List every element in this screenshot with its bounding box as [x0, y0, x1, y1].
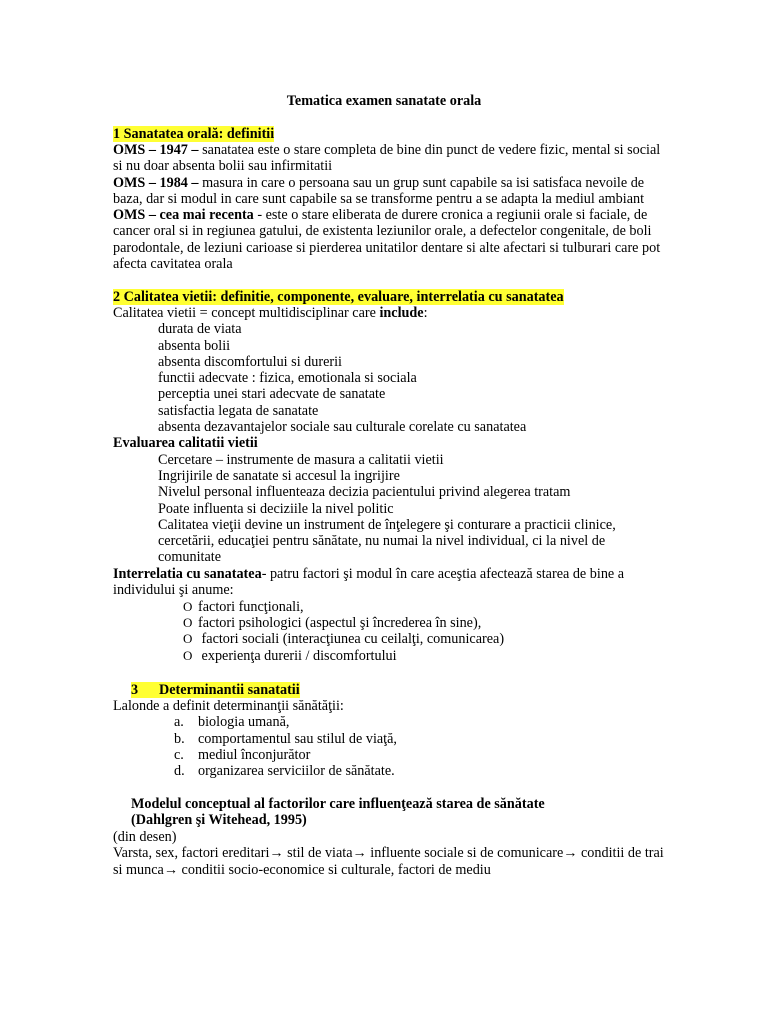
factor-item	[183, 648, 397, 664]
component-item: perceptia unei stari adecvate de sanatate	[158, 386, 386, 402]
component-item: absenta dezavantajelor sociale sau culturale corelate cu sanatatea	[158, 419, 527, 435]
qol-definition	[113, 305, 428, 321]
determinant-item	[174, 763, 395, 779]
qol-definition-bold: include	[379, 305, 424, 321]
evaluation-item: Ingrijirile de sanatate si accesul la ingrijire	[158, 468, 400, 484]
oms-1984-text-1: masura in care o persoana sau un grup sunt capabile sa isi satisfaca nevoile de	[198, 175, 645, 191]
oms-recent-label: OMS – cea mai recenta	[113, 207, 254, 223]
circle-bullet-icon: O	[183, 631, 193, 646]
factor-item	[183, 631, 504, 647]
interrelation-text-1: - patru factori şi modul în care aceştia afectează starea de bine a	[261, 566, 625, 582]
determinant-label: d.	[174, 763, 185, 779]
component-item: durata de viata	[158, 321, 242, 337]
evaluation-item: Calitatea vieţii devine un instrument de înţelegere şi conturare a practicii clinice,	[158, 517, 616, 533]
model-note: (din desen)	[113, 829, 177, 845]
circle-bullet-icon: O	[183, 615, 193, 630]
section-1-heading-text: 1 Sanatatea orală: definitii	[113, 126, 275, 142]
model-text-line-1: Varsta, sex, factori ereditari→ stil de viata→ influente sociale si de comunicare→ conditii de trai	[113, 845, 664, 861]
oms-1947-line-2: si nu doar absenta bolii sau infirmitatii	[113, 158, 333, 174]
evaluation-item: Cercetare – instrumente de masura a calitatii vietii	[158, 452, 444, 468]
section-2-heading-text: 2 Calitatea vietii: definitie, componente, evaluare, interrelatia cu sanatatea	[113, 289, 564, 305]
oms-1947-line-1	[113, 142, 660, 158]
interrelation-line-1	[113, 566, 624, 582]
interrelation-label: Interrelatia cu sanatatea	[113, 566, 262, 582]
model-title-line-1: Modelul conceptual al factorilor care influenţează starea de sănătate	[131, 796, 545, 812]
section-3-heading-text	[131, 682, 300, 698]
oms-recent-line-4: afecta cavitatea orala	[113, 256, 233, 272]
interrelation-line-2: individului şi anume:	[113, 582, 234, 598]
section-3-heading	[131, 682, 300, 698]
factor-text: experienţa durerii / discomfortului	[198, 648, 397, 664]
factor-text: factori sociali (interacţiunea cu ceilalţi, comunicarea)	[198, 631, 505, 647]
determinant-label: a.	[174, 714, 184, 730]
oms-recent-line-1	[113, 207, 647, 223]
determinant-text: biologia umană,	[198, 714, 290, 730]
oms-1984-line-2: baza, dar si modul in care sunt capabile sa se transforme pentru a se adapta la mediul ambiant	[113, 191, 645, 207]
determinant-item	[174, 747, 310, 763]
model-text-line-2: si munca→ conditii socio-economice si culturale, factori de mediu	[113, 862, 491, 878]
evaluation-item: Nivelul personal influenteaza decizia pacientului privind alegerea tratam	[158, 484, 571, 500]
lalonde-intro: Lalonde a definit determinanţii sănătăţii:	[113, 698, 344, 714]
model-title-line-2: (Dahlgren şi Witehead, 1995)	[131, 812, 307, 828]
determinant-text: comportamentul sau stilul de viaţă,	[198, 731, 397, 747]
component-item: absenta discomfortului si durerii	[158, 354, 343, 370]
oms-1984-label: OMS – 1984 –	[113, 175, 199, 191]
circle-bullet-icon: O	[183, 648, 193, 663]
determinant-label: c.	[174, 747, 184, 763]
component-item: functii adecvate : fizica, emotionala si sociala	[158, 370, 417, 386]
section-3-title: Determinantii sanatatii	[159, 682, 300, 698]
determinant-text: organizarea serviciilor de sănătate.	[198, 763, 395, 779]
evaluation-item: comunitate	[158, 549, 222, 565]
section-3-number: 3	[131, 682, 139, 698]
oms-1947-text-1: sanatatea este o stare completa de bine din punct de vedere fizic, mental si social	[198, 142, 661, 158]
evaluation-heading: Evaluarea calitatii vietii	[113, 435, 258, 451]
component-item: satisfactia legata de sanatate	[158, 403, 319, 419]
oms-recent-line-3: parodontale, de leziuni carioase si pierderea unitatilor dentare si alte afectari si tulburari care pot	[113, 240, 661, 256]
determinant-item	[174, 714, 289, 730]
evaluation-item: cercetării, educaţiei pentru sănătate, nu numai la nivel individual, ci la nivel de	[158, 533, 606, 549]
factor-item	[183, 615, 481, 631]
determinant-item	[174, 731, 397, 747]
determinant-label: b.	[174, 731, 185, 747]
section-1-heading	[113, 126, 274, 142]
circle-bullet-icon: O	[183, 599, 193, 614]
qol-definition-pre: Calitatea vietii = concept multidisciplinar care	[113, 305, 380, 321]
factor-text: factori funcţionali,	[198, 599, 304, 615]
determinant-text: mediul înconjurător	[198, 747, 311, 763]
component-item: absenta bolii	[158, 338, 231, 354]
qol-definition-post: :	[423, 305, 428, 321]
oms-recent-text-1: - este o stare eliberata de durere cronica a regiunii orale si faciale, de	[253, 207, 648, 223]
factor-text: factori psihologici (aspectul şi încrederea în sine),	[198, 615, 482, 631]
factor-item	[183, 599, 304, 615]
section-2-heading	[113, 289, 564, 305]
oms-1984-line-1	[113, 175, 644, 191]
document-title: Tematica examen sanatate orala	[286, 93, 482, 109]
oms-recent-line-2: cancer oral si in regiunea gatului, de existenta leziunilor orale, a defectelor congenitale, de boli	[113, 223, 652, 239]
evaluation-item: Poate influenta si deciziile la nivel politic	[158, 501, 394, 517]
oms-1947-label: OMS – 1947 –	[113, 142, 199, 158]
